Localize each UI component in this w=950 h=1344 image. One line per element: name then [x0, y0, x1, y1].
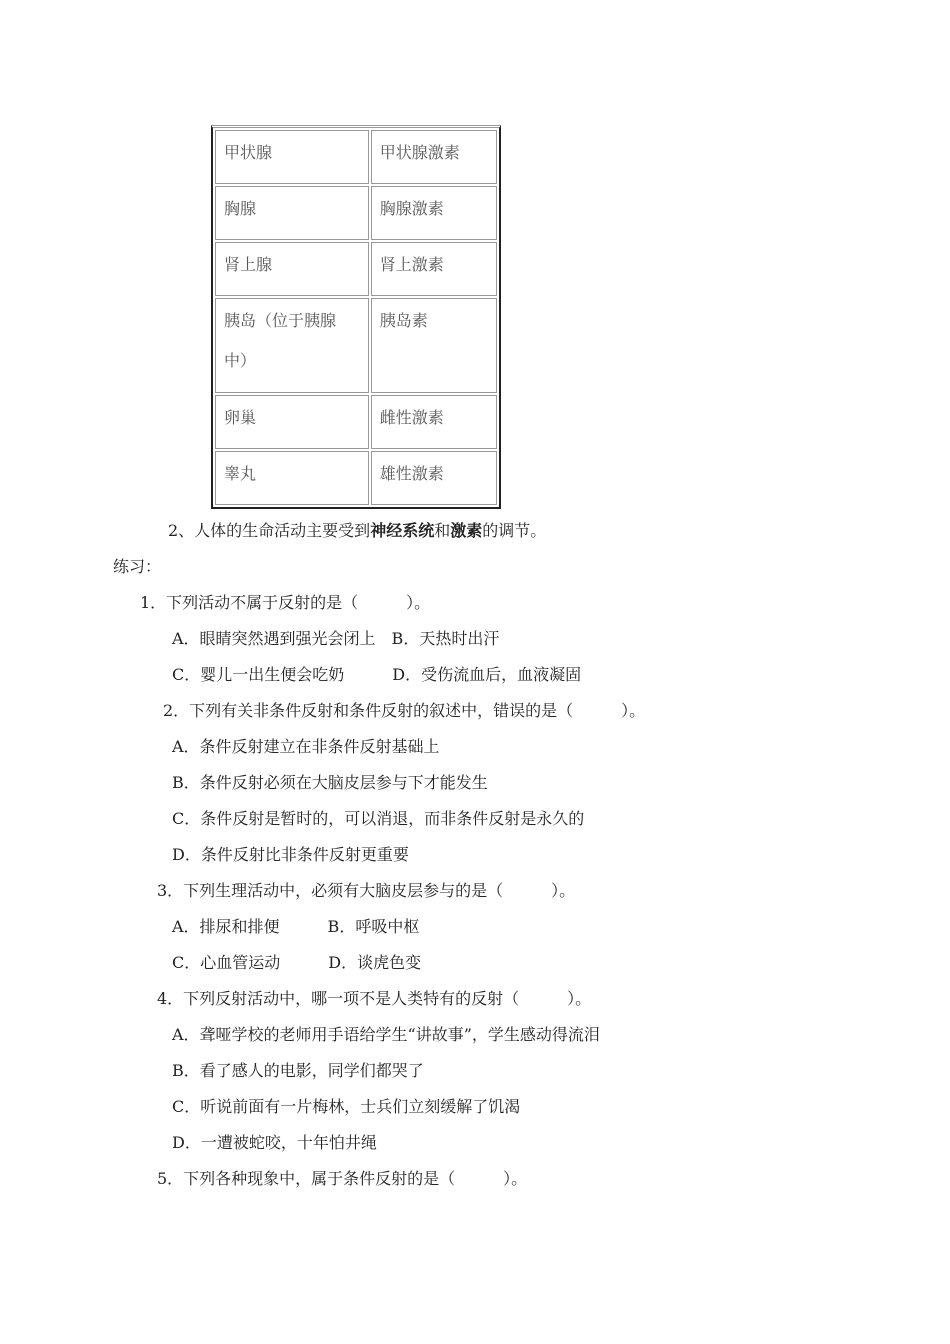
question-2-stem: 2．下列有关非条件反射和条件反射的叙述中，错误的是（ ）。 — [163, 701, 646, 720]
point-2-paragraph — [168, 521, 546, 541]
gland-cell — [215, 130, 369, 184]
table-row — [215, 298, 497, 393]
question-3-option: C．心血管运动 D．谈虎色变 — [172, 953, 422, 972]
hormone-cell — [371, 451, 497, 505]
gland-cell — [215, 242, 369, 296]
gland-name: 甲状腺 — [224, 143, 273, 162]
gland-cell — [215, 395, 369, 449]
hormone-cell — [371, 395, 497, 449]
question-1-option: A．眼睛突然遇到强光会闭上 B．天热时出汗 — [172, 629, 500, 648]
gland-name: 胸腺 — [224, 199, 257, 218]
endocrine-gland-table — [211, 125, 501, 509]
gland-cell — [215, 451, 369, 505]
hormone-cell — [371, 242, 497, 296]
question-2-option: D．条件反射比非条件反射更重要 — [172, 845, 409, 864]
hormone-name: 胰岛素 — [379, 311, 428, 330]
point-2-bold-nervous: 神经系统 — [370, 521, 435, 540]
point-2-prefix: 2、人体的生命活动主要受到 — [168, 521, 371, 540]
question-2-option: C．条件反射是暂时的，可以消退，而非条件反射是永久的 — [172, 809, 585, 828]
hormone-name: 雄性激素 — [379, 464, 444, 483]
hormone-cell — [371, 130, 497, 184]
hormone-cell — [371, 298, 497, 393]
question-4-stem: 4．下列反射活动中，哪一项不是人类特有的反射（ ）。 — [157, 989, 592, 1008]
question-4-option: B．看了感人的电影，同学们都哭了 — [172, 1061, 424, 1080]
question-1-option: C．婴儿一出生便会吃奶 D．受伤流血后，血液凝固 — [172, 665, 582, 684]
gland-name: 睾丸 — [224, 464, 257, 483]
gland-name: 胰岛（位于胰腺中） — [224, 311, 337, 370]
table-row — [215, 186, 497, 240]
table-row — [215, 130, 497, 184]
hormone-name: 甲状腺激素 — [379, 143, 460, 162]
question-1-stem: 1．下列活动不属于反射的是（ ）。 — [140, 593, 431, 612]
gland-name: 肾上腺 — [224, 255, 273, 274]
question-5-stem: 5．下列各种现象中，属于条件反射的是（ ）。 — [157, 1169, 528, 1188]
question-3-stem: 3．下列生理活动中，必须有大脑皮层参与的是（ ）。 — [157, 881, 576, 900]
hormone-name: 胸腺激素 — [379, 199, 444, 218]
table-row — [215, 395, 497, 449]
question-2-option: A．条件反射建立在非条件反射基础上 — [172, 737, 440, 756]
gland-cell — [215, 186, 369, 240]
table-row — [215, 242, 497, 296]
gland-cell — [215, 298, 369, 393]
question-4-option: C．听说前面有一片梅林，士兵们立刻缓解了饥渴 — [172, 1097, 521, 1116]
point-2-middle: 和 — [434, 521, 451, 540]
question-2-option: B．条件反射必须在大脑皮层参与下才能发生 — [172, 773, 488, 792]
hormone-name: 肾上激素 — [379, 255, 444, 274]
hormone-cell — [371, 186, 497, 240]
table-row — [215, 451, 497, 505]
point-2-bold-hormone: 激素 — [450, 521, 483, 540]
point-2-suffix: 的调节。 — [482, 521, 547, 540]
hormone-name: 雌性激素 — [379, 408, 444, 427]
gland-name: 卵巢 — [224, 408, 257, 427]
question-4-option: A．聋哑学校的老师用手语给学生“讲故事”，学生感动得流泪 — [172, 1025, 600, 1044]
question-4-option: D．一遭被蛇咬，十年怕井绳 — [172, 1133, 377, 1152]
exercise-heading: 练习： — [113, 557, 162, 576]
question-3-option: A．排尿和排便 B．呼吸中枢 — [172, 917, 420, 936]
